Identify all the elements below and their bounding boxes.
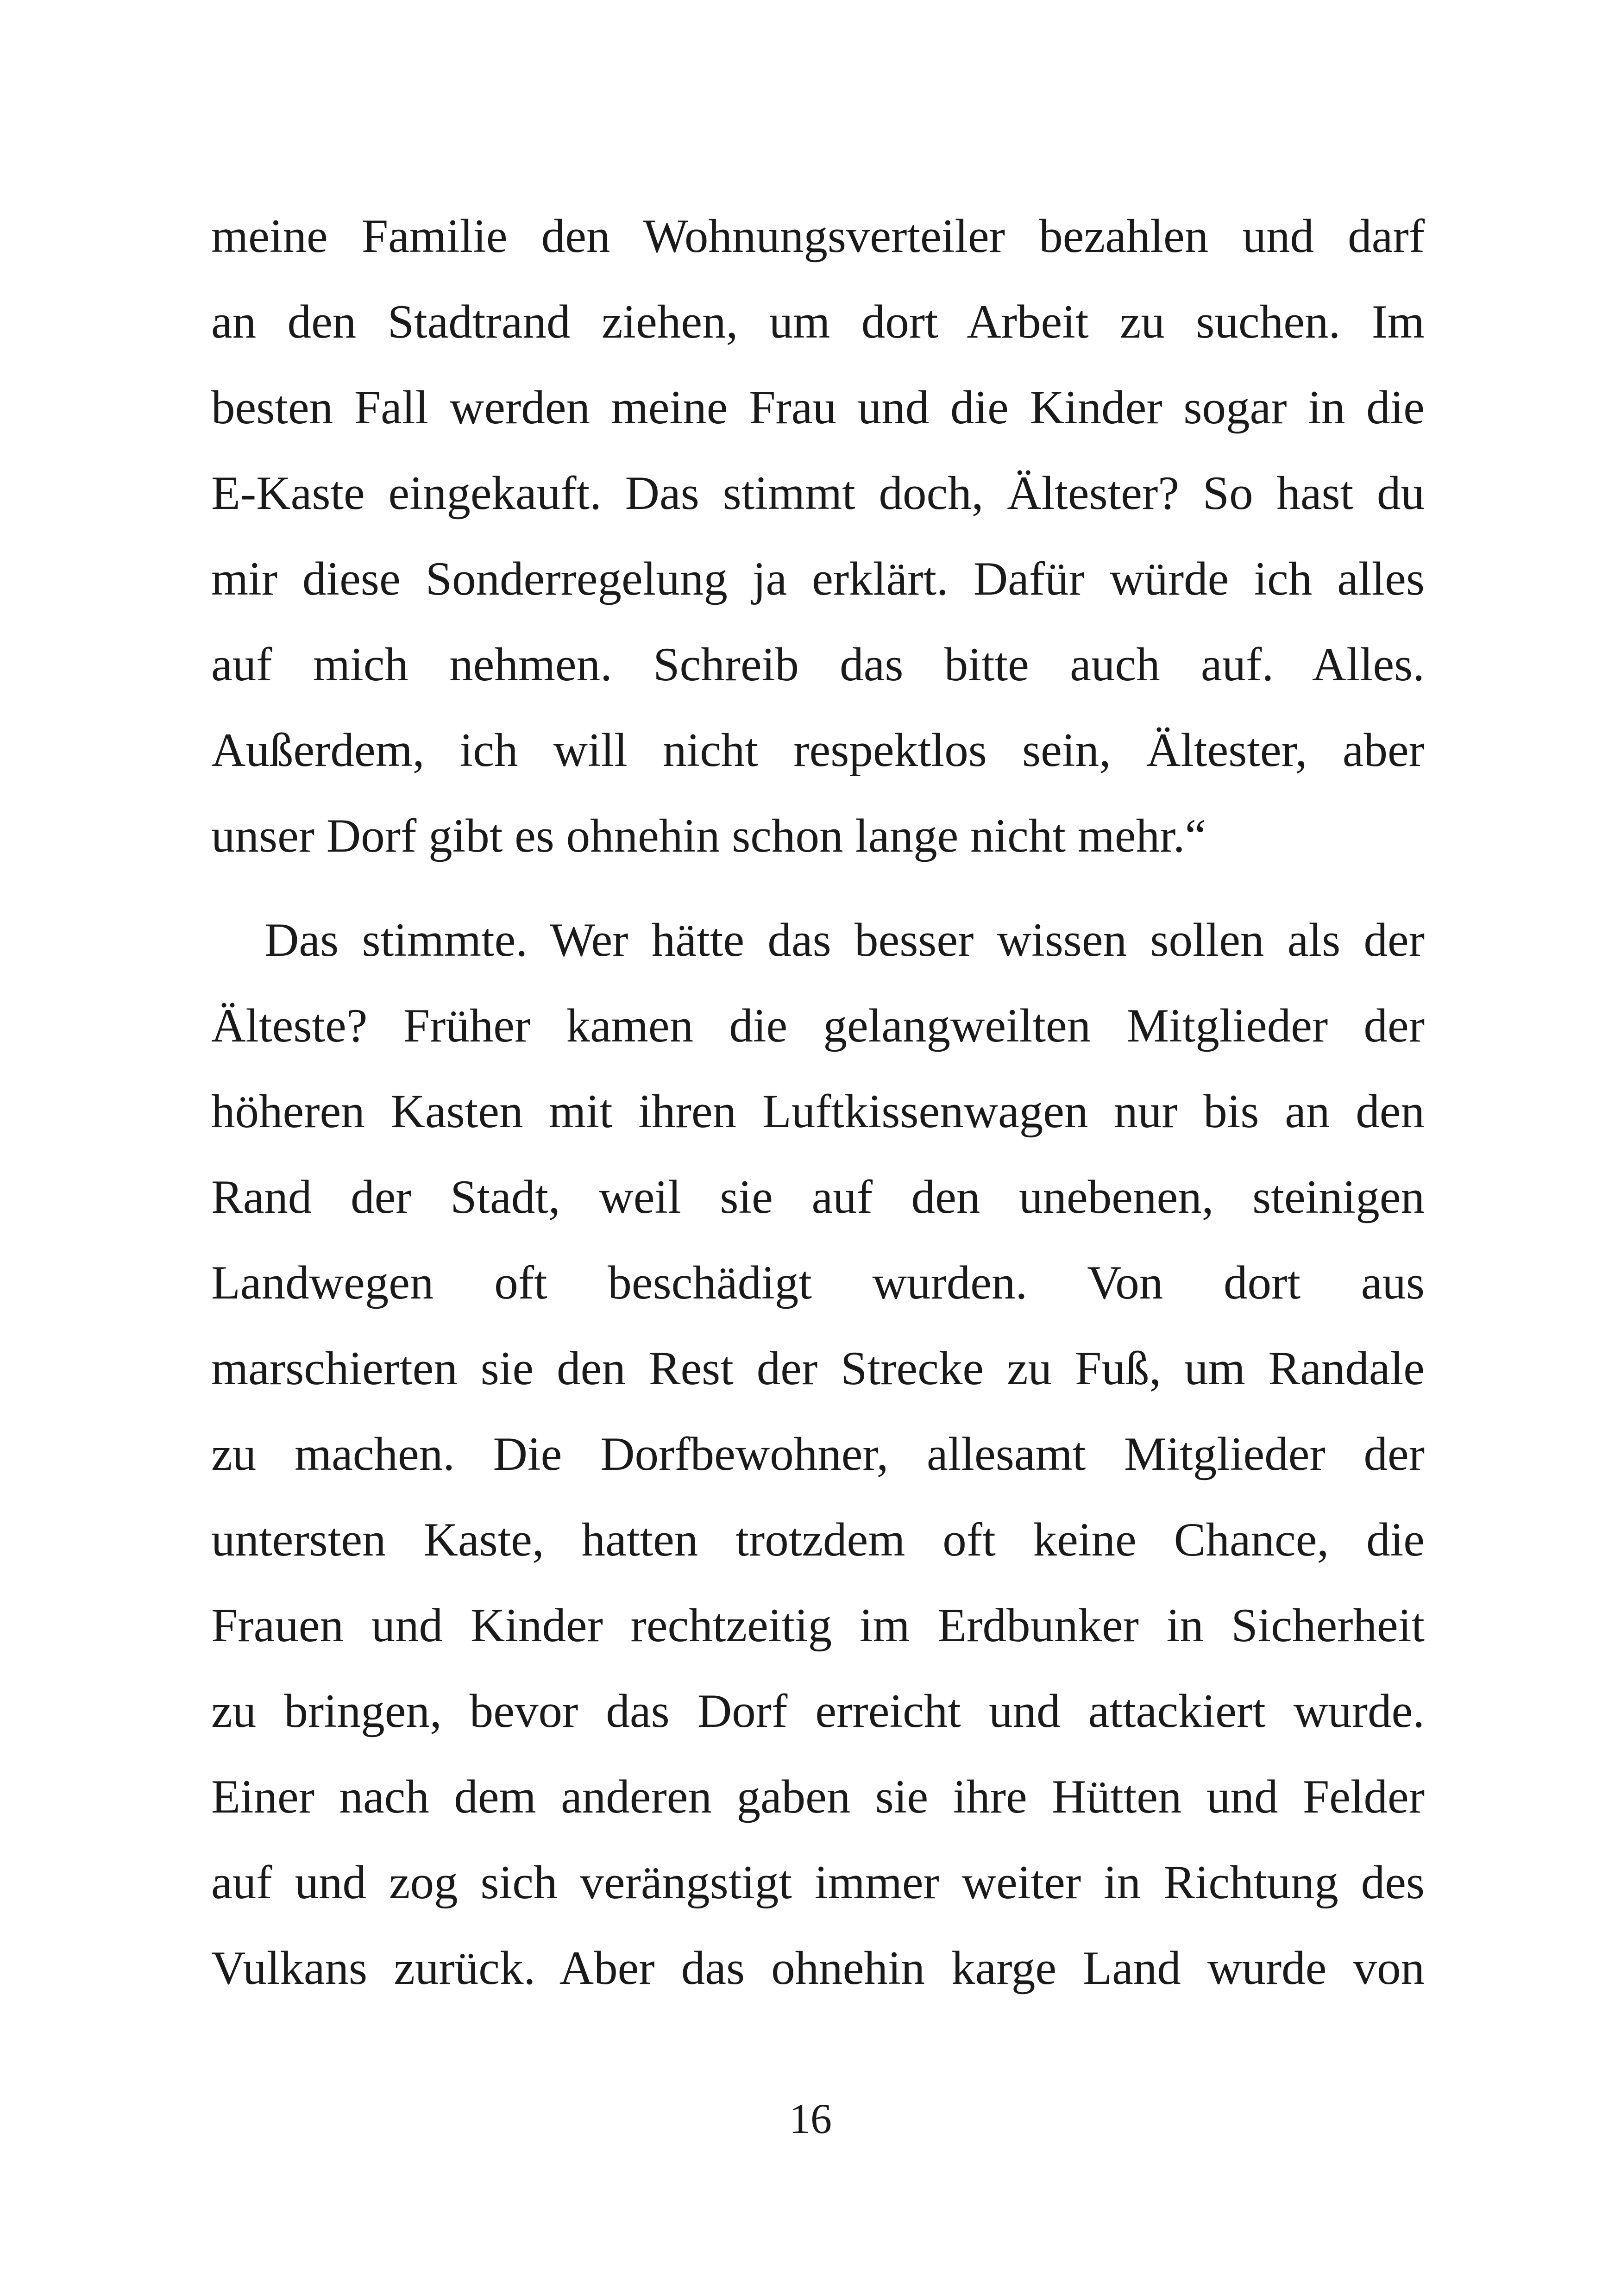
text-line: Außerdem, ich will nicht respektlos sein, Ältester, aber — [211, 724, 1425, 777]
text-line: höheren Kasten mit ihren Luftkissenwagen nur bis an den — [211, 1085, 1425, 1138]
text-line: unser Dorf gibt es ohnehin schon lange nicht mehr.“ — [211, 809, 1206, 862]
text-line: mir diese Sonderregelung ja erklärt. Dafür würde ich alles — [211, 552, 1425, 605]
text-line: E-Kaste eingekauft. Das stimmt doch, Ältester? So hast du — [211, 467, 1425, 520]
text-line: zu machen. Die Dorfbewohner, allesamt Mitglieder der — [211, 1428, 1425, 1480]
text-line: Älteste? Früher kamen die gelangweilten Mitglieder der — [211, 999, 1425, 1052]
text-line: auf und zog sich verängstigt immer weiter in Richtung des — [211, 1856, 1425, 1909]
text-line: Landwegen oft beschädigt wurden. Von dort aus — [211, 1256, 1425, 1309]
text-line: besten Fall werden meine Frau und die Kinder sogar in die — [211, 381, 1425, 434]
text-line: Frauen und Kinder rechtzeitig im Erdbunker in Sicherheit — [211, 1599, 1425, 1652]
text-line: Das stimmte. Wer hätte das besser wissen sollen als der — [264, 914, 1425, 966]
text-line: Vulkans zurück. Aber das ohnehin karge Land wurde von — [211, 1942, 1425, 1995]
text-line: Rand der Stadt, weil sie auf den unebenen, steinigen — [211, 1171, 1425, 1223]
text-line: meine Familie den Wohnungsverteiler bezahlen und darf — [211, 210, 1425, 263]
text-line: an den Stadtrand ziehen, um dort Arbeit zu suchen. Im — [211, 295, 1425, 348]
page-number: 16 — [789, 2095, 832, 2142]
text-line: marschierten sie den Rest der Strecke zu Fuß, um Randale — [211, 1342, 1425, 1395]
text-line: untersten Kaste, hatten trotzdem oft keine Chance, die — [211, 1513, 1425, 1566]
text-line: Einer nach dem anderen gaben sie ihre Hütten und Felder — [211, 1770, 1425, 1823]
text-line: zu bringen, bevor das Dorf erreicht und attackiert wurde. — [211, 1685, 1425, 1738]
text-line: auf mich nehmen. Schreib das bitte auch auf. Alles. — [211, 638, 1425, 691]
